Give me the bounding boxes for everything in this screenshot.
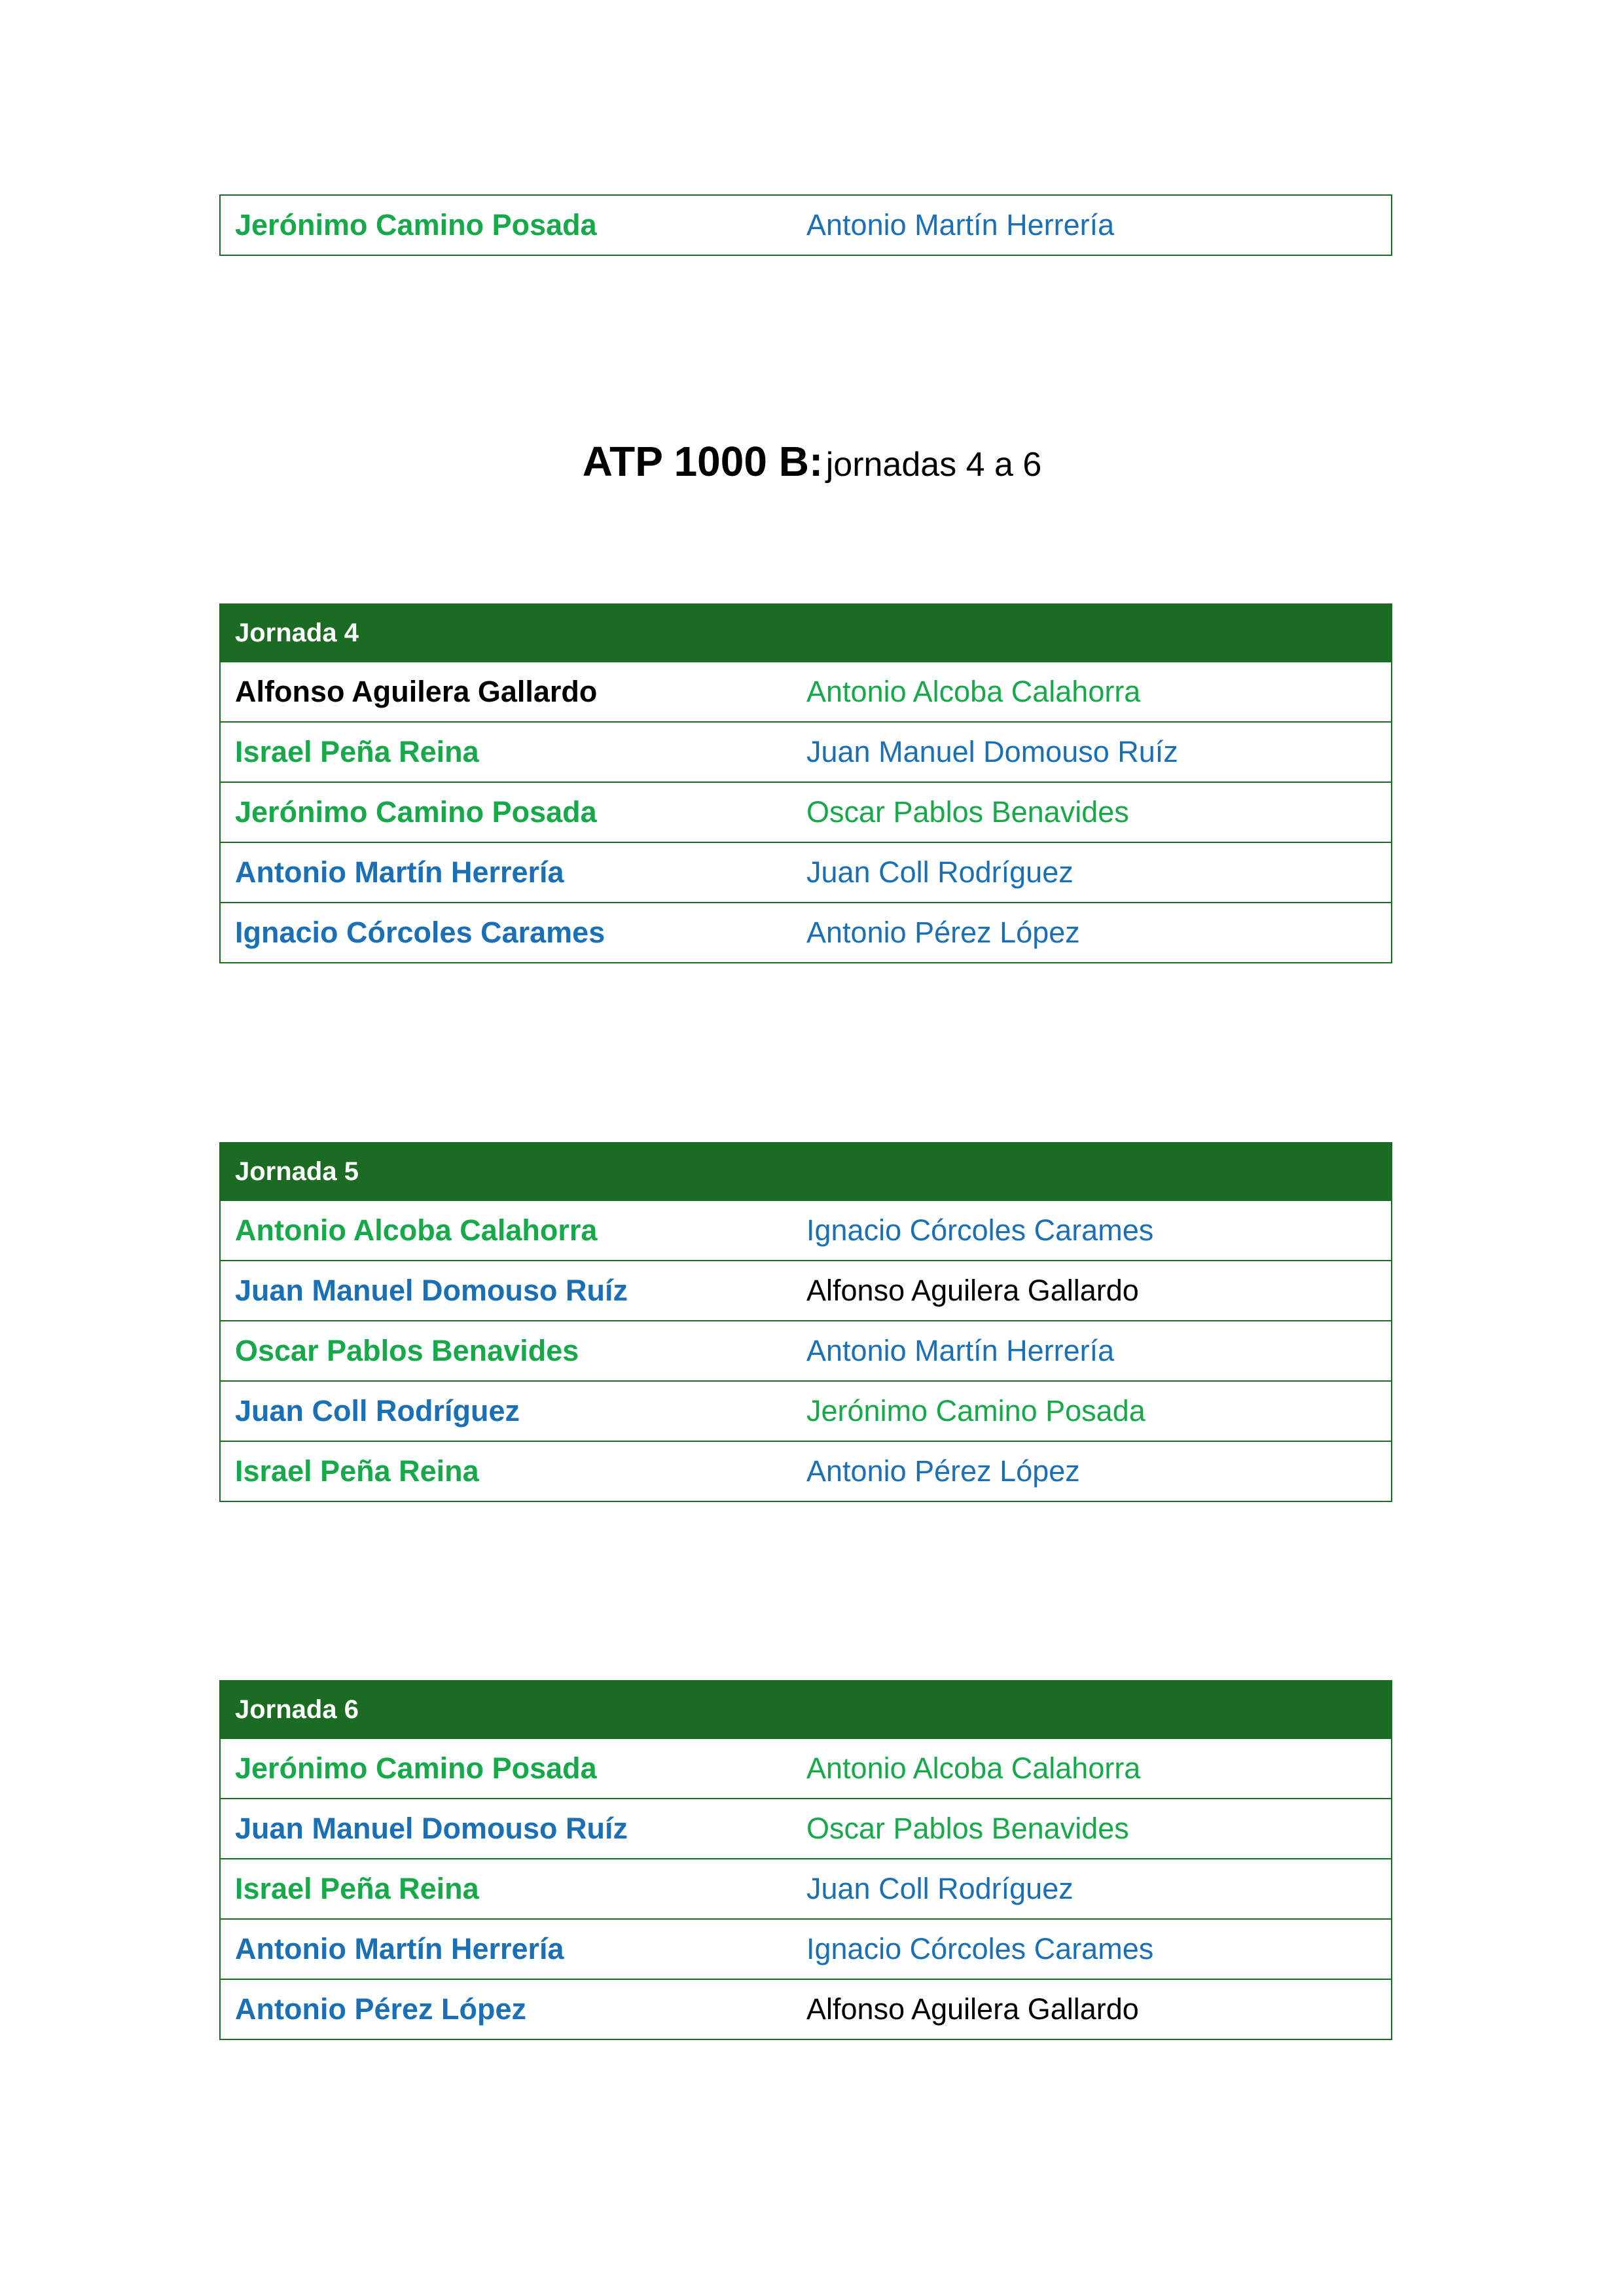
player-right: Juan Manuel Domouso Ruíz [793,722,1392,782]
match-row [220,1321,1392,1381]
jornada-header [220,1143,1392,1200]
player-left: Juan Manuel Domouso Ruíz [220,1799,793,1859]
match-row [220,782,1392,842]
jornada-header [220,1681,1392,1738]
jornada-label: Jornada 5 [220,1143,793,1200]
player-left: Israel Peña Reina [220,722,793,782]
table-row [220,195,1392,255]
match-row [220,1381,1392,1441]
player-right: Antonio Martín Herrería [793,195,1392,255]
player-left: Juan Manuel Domouso Ruíz [220,1261,793,1321]
jornada-header-empty [793,1143,1392,1200]
player-left: Juan Coll Rodríguez [220,1381,793,1441]
jornada-header-empty [793,1681,1392,1738]
jornada-label: Jornada 4 [220,604,793,662]
match-row [220,1979,1392,2039]
page-title [0,437,1624,486]
player-right: Ignacio Córcoles Carames [793,1919,1392,1979]
title-bold: ATP 1000 B: [582,438,823,485]
player-left: Jerónimo Camino Posada [220,195,793,255]
player-right: Alfonso Aguilera Gallardo [793,1261,1392,1321]
match-row [220,1441,1392,1501]
match-row [220,1200,1392,1261]
match-row [220,1859,1392,1919]
player-left: Ignacio Córcoles Carames [220,903,793,963]
player-right: Alfonso Aguilera Gallardo [793,1979,1392,2039]
jornada-table [219,1680,1392,2040]
jornada-table [219,1142,1392,1502]
match-row [220,1799,1392,1859]
player-right: Jerónimo Camino Posada [793,1381,1392,1441]
player-left: Antonio Pérez López [220,1979,793,2039]
match-row [220,662,1392,722]
title-subtitle: jornadas 4 a 6 [825,446,1042,484]
player-left: Israel Peña Reina [220,1441,793,1501]
player-right: Juan Coll Rodríguez [793,842,1392,903]
player-left: Jerónimo Camino Posada [220,1738,793,1799]
match-row [220,903,1392,963]
player-right: Ignacio Córcoles Carames [793,1200,1392,1261]
player-left: Alfonso Aguilera Gallardo [220,662,793,722]
player-right: Oscar Pablos Benavides [793,782,1392,842]
jornada-header [220,604,1392,662]
player-left: Jerónimo Camino Posada [220,782,793,842]
match-row [220,1919,1392,1979]
match-row [220,722,1392,782]
continuation-table [219,194,1392,256]
jornada-header-empty [793,604,1392,662]
player-right: Antonio Pérez López [793,1441,1392,1501]
player-left: Antonio Martín Herrería [220,842,793,903]
player-left: Israel Peña Reina [220,1859,793,1919]
player-right: Oscar Pablos Benavides [793,1799,1392,1859]
jornada-table [219,603,1392,963]
player-right: Antonio Alcoba Calahorra [793,662,1392,722]
player-right: Juan Coll Rodríguez [793,1859,1392,1919]
match-row [220,1261,1392,1321]
player-right: Antonio Pérez López [793,903,1392,963]
player-right: Antonio Alcoba Calahorra [793,1738,1392,1799]
match-row [220,1738,1392,1799]
player-left: Antonio Martín Herrería [220,1919,793,1979]
jornada-label: Jornada 6 [220,1681,793,1738]
player-left: Antonio Alcoba Calahorra [220,1200,793,1261]
match-row [220,842,1392,903]
player-right: Antonio Martín Herrería [793,1321,1392,1381]
player-left: Oscar Pablos Benavides [220,1321,793,1381]
